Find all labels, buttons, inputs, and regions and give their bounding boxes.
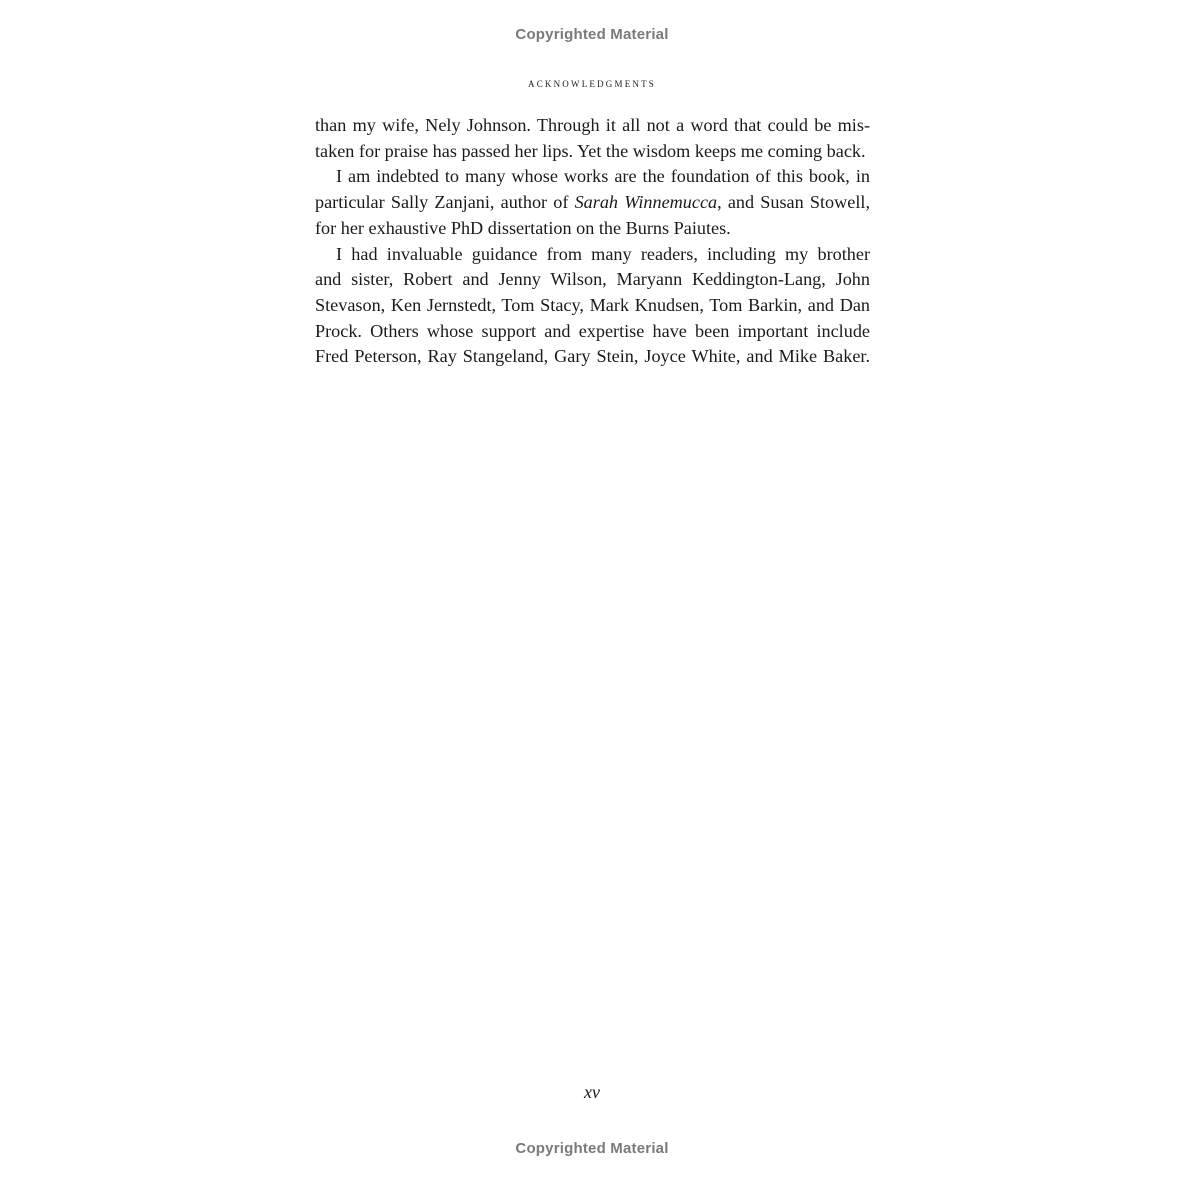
text-line: Prock. Others whose support and expertise have been important include — [315, 320, 870, 341]
running-head: acknowledgments — [528, 76, 656, 90]
text-line: Stevason, Ken Jernstedt, Tom Stacy, Mark Knudsen, Tom Barkin, and Dan — [315, 294, 870, 315]
page-body — [315, 113, 870, 370]
text-line: taken for praise has passed her lips. Yet the wisdom keeps me coming back. — [315, 140, 866, 161]
text-line: I am indebted to many whose works are the foundation of this book, in — [336, 166, 870, 187]
text-line: I had invaluable guidance from many readers, including my brother — [336, 243, 870, 264]
copyright-watermark-bottom: Copyrighted Material — [515, 1140, 669, 1157]
text-line: Fred Peterson, Ray Stangeland, Gary Stein, Joyce White, and Mike Baker. — [315, 346, 870, 367]
page-number: xv — [584, 1082, 600, 1102]
text-run: particular Sally Zanjani, author of — [315, 192, 575, 213]
text-line — [315, 190, 870, 216]
text-line: and sister, Robert and Jenny Wilson, Maryann Keddington-Lang, John — [315, 269, 870, 290]
text-run: , and Susan Stowell, — [717, 192, 870, 213]
copyright-watermark-top: Copyrighted Material — [515, 26, 669, 43]
book-title: Sarah Winnemucca — [574, 192, 718, 213]
text-line: for her exhaustive PhD dissertation on the Burns Paiutes. — [315, 217, 731, 238]
paragraph-1 — [315, 113, 870, 164]
text-line: than my wife, Nely Johnson. Through it all not a word that could be mis- — [315, 115, 870, 135]
paragraph-2 — [315, 164, 870, 241]
paragraph-3 — [315, 242, 870, 371]
